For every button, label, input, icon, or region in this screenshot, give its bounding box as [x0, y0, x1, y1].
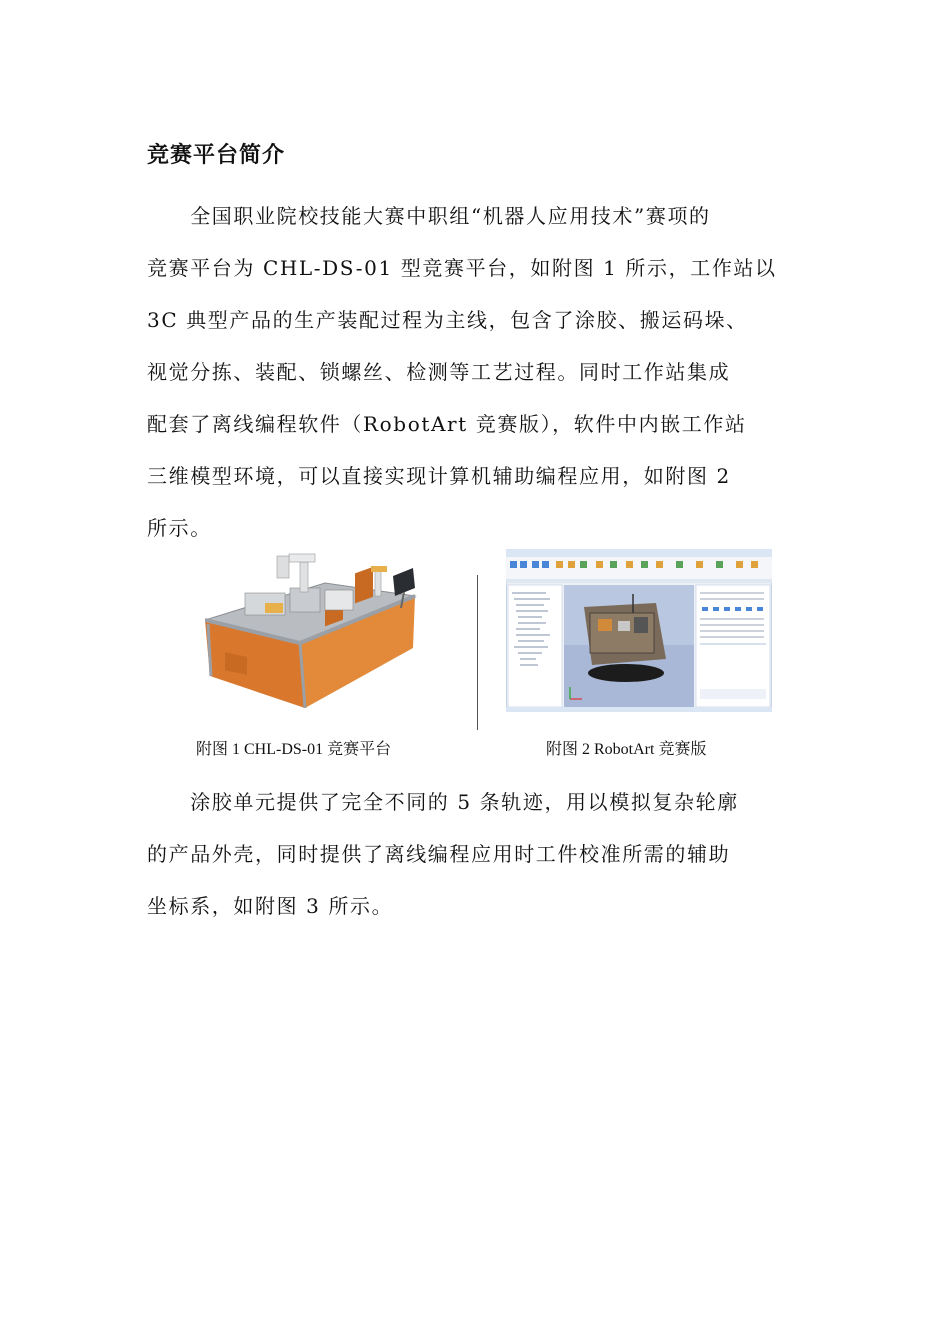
paragraph-line: 涂胶单元提供了完全不同的 5 条轨迹，用以模拟复杂轮廓 [147, 790, 739, 814]
intro-paragraph [147, 190, 799, 554]
figure-software-screenshot [506, 549, 772, 712]
paragraph-line: 所示。 [147, 516, 212, 540]
figure-platform-image [205, 548, 420, 708]
paragraph-line: 3C 典型产品的生产装配过程为主线，包含了涂胶、搬运码垛、 [147, 308, 748, 332]
paragraph-line: 配套了离线编程软件（RobotArt 竞赛版），软件中内嵌工作站 [147, 412, 747, 436]
glue-unit-paragraph [147, 776, 799, 932]
page-heading: 竞赛平台简介 [147, 143, 286, 168]
paragraph-line: 视觉分拣、装配、锁螺丝、检测等工艺过程。同时工作站集成 [147, 360, 731, 384]
figure-1-caption: 附图 1 CHL-DS-01 竞赛平台 [196, 741, 392, 758]
paragraph-line: 的产品外壳，同时提供了离线编程应用时工件校准所需的辅助 [147, 842, 731, 866]
paragraph-line: 竞赛平台为 CHL-DS-01 型竞赛平台，如附图 1 所示，工作站以 [147, 256, 777, 280]
paragraph-line: 全国职业院校技能大赛中职组“机器人应用技术”赛项的 [147, 204, 711, 228]
figure-2-caption: 附图 2 RobotArt 竞赛版 [546, 741, 707, 758]
paragraph-line: 三维模型环境，可以直接实现计算机辅助编程应用，如附图 2 [147, 464, 731, 488]
paragraph-line: 坐标系，如附图 3 所示。 [147, 894, 394, 918]
figure-divider [477, 575, 478, 730]
